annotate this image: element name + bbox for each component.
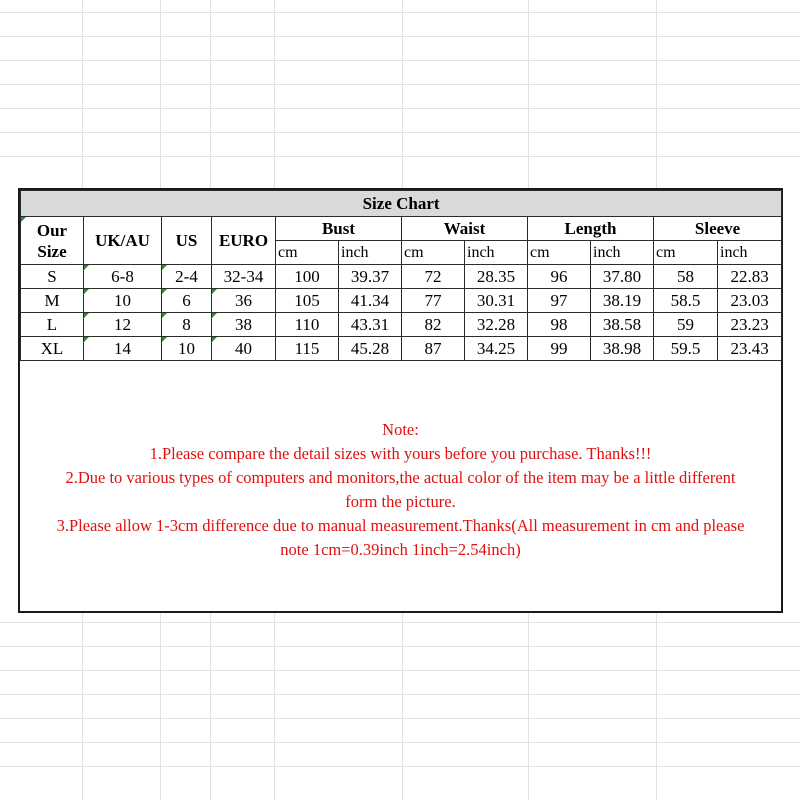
grid-line bbox=[0, 694, 800, 695]
grid-line bbox=[0, 766, 800, 767]
cell-length-cm: 98 bbox=[528, 313, 591, 337]
grid-line bbox=[0, 60, 800, 61]
table-row bbox=[21, 265, 782, 289]
cell-sleeve-inch: 23.23 bbox=[718, 313, 782, 337]
grid-line bbox=[0, 36, 800, 37]
grid-line bbox=[0, 718, 800, 719]
header-waist-inch: inch bbox=[465, 241, 528, 265]
cell-waist-cm: 77 bbox=[402, 289, 465, 313]
note-line-3a: 3.Please allow 1-3cm difference due to manual measurement.Thanks(All measurement in cm and please bbox=[56, 516, 745, 535]
header-length: Length bbox=[528, 217, 654, 241]
grid-line bbox=[0, 12, 800, 13]
grid-line bbox=[0, 84, 800, 85]
cell-size: M bbox=[21, 289, 84, 313]
cell-length-cm: 97 bbox=[528, 289, 591, 313]
cell-sleeve-inch: 22.83 bbox=[718, 265, 782, 289]
cell-waist-inch: 28.35 bbox=[465, 265, 528, 289]
cell-bust-inch: 43.31 bbox=[339, 313, 402, 337]
cell-sleeve-inch: 23.43 bbox=[718, 337, 782, 361]
header-length-cm: cm bbox=[528, 241, 591, 265]
header-euro: EURO bbox=[212, 217, 276, 265]
cell-sleeve-cm: 58.5 bbox=[654, 289, 718, 313]
header-bust: Bust bbox=[276, 217, 402, 241]
cell-length-inch: 37.80 bbox=[591, 265, 654, 289]
header-bust-cm: cm bbox=[276, 241, 339, 265]
cell-length-inch: 38.19 bbox=[591, 289, 654, 313]
table-row bbox=[21, 337, 782, 361]
header-sleeve-inch: inch bbox=[718, 241, 782, 265]
cell-length-inch: 38.98 bbox=[591, 337, 654, 361]
note-line-2a: 2.Due to various types of computers and monitors,the actual color of the item may be a little different bbox=[65, 468, 736, 487]
cell-us: 10 bbox=[162, 337, 212, 361]
header-waist-cm: cm bbox=[402, 241, 465, 265]
cell-uk-au: 12 bbox=[84, 313, 162, 337]
header-sleeve: Sleeve bbox=[654, 217, 782, 241]
header-length-inch: inch bbox=[591, 241, 654, 265]
note-heading: Note: bbox=[382, 420, 419, 439]
cell-uk-au: 6-8 bbox=[84, 265, 162, 289]
header-our-size bbox=[21, 217, 84, 265]
size-chart-title: Size Chart bbox=[21, 191, 782, 217]
cell-bust-inch: 45.28 bbox=[339, 337, 402, 361]
cell-euro: 38 bbox=[212, 313, 276, 337]
grid-line bbox=[0, 646, 800, 647]
table-row bbox=[21, 313, 782, 337]
cell-waist-cm: 82 bbox=[402, 313, 465, 337]
cell-waist-inch: 30.31 bbox=[465, 289, 528, 313]
grid-line bbox=[0, 742, 800, 743]
note-line-1: 1.Please compare the detail sizes with yours before you purchase. Thanks!!! bbox=[149, 444, 652, 463]
cell-waist-inch: 32.28 bbox=[465, 313, 528, 337]
cell-sleeve-cm: 59.5 bbox=[654, 337, 718, 361]
cell-uk-au: 14 bbox=[84, 337, 162, 361]
grid-line bbox=[0, 156, 800, 157]
cell-waist-inch: 34.25 bbox=[465, 337, 528, 361]
cell-euro: 32-34 bbox=[212, 265, 276, 289]
cell-sleeve-cm: 58 bbox=[654, 265, 718, 289]
cell-us: 2-4 bbox=[162, 265, 212, 289]
grid-line bbox=[0, 622, 800, 623]
header-uk-au: UK/AU bbox=[84, 217, 162, 265]
header-sleeve-cm: cm bbox=[654, 241, 718, 265]
cell-euro: 36 bbox=[212, 289, 276, 313]
cell-size: L bbox=[21, 313, 84, 337]
cell-waist-cm: 72 bbox=[402, 265, 465, 289]
cell-euro: 40 bbox=[212, 337, 276, 361]
header-our-size-line2: Size bbox=[37, 241, 67, 261]
header-waist: Waist bbox=[402, 217, 528, 241]
cell-us: 6 bbox=[162, 289, 212, 313]
cell-length-inch: 38.58 bbox=[591, 313, 654, 337]
size-chart-sheet bbox=[18, 188, 783, 613]
header-row-1 bbox=[21, 217, 782, 241]
cell-length-cm: 99 bbox=[528, 337, 591, 361]
note-line-3b: note 1cm=0.39inch 1inch=2.54inch) bbox=[280, 540, 521, 559]
cell-bust-inch: 41.34 bbox=[339, 289, 402, 313]
cell-size: S bbox=[21, 265, 84, 289]
header-us: US bbox=[162, 217, 212, 265]
cell-sleeve-inch: 23.03 bbox=[718, 289, 782, 313]
title-row bbox=[21, 191, 782, 217]
cell-us: 8 bbox=[162, 313, 212, 337]
cell-bust-cm: 105 bbox=[276, 289, 339, 313]
cell-bust-cm: 110 bbox=[276, 313, 339, 337]
cell-length-cm: 96 bbox=[528, 265, 591, 289]
notes-block bbox=[20, 418, 781, 562]
grid-line bbox=[0, 132, 800, 133]
cell-sleeve-cm: 59 bbox=[654, 313, 718, 337]
cell-uk-au: 10 bbox=[84, 289, 162, 313]
cell-bust-cm: 115 bbox=[276, 337, 339, 361]
note-line-2b: form the picture. bbox=[345, 492, 456, 511]
cell-waist-cm: 87 bbox=[402, 337, 465, 361]
cell-size: XL bbox=[21, 337, 84, 361]
table-row bbox=[21, 289, 782, 313]
header-bust-inch: inch bbox=[339, 241, 402, 265]
size-chart-table bbox=[20, 190, 782, 361]
grid-line bbox=[0, 108, 800, 109]
cell-bust-cm: 100 bbox=[276, 265, 339, 289]
cell-bust-inch: 39.37 bbox=[339, 265, 402, 289]
header-our-size-line1: Our bbox=[36, 220, 68, 240]
grid-line bbox=[0, 670, 800, 671]
